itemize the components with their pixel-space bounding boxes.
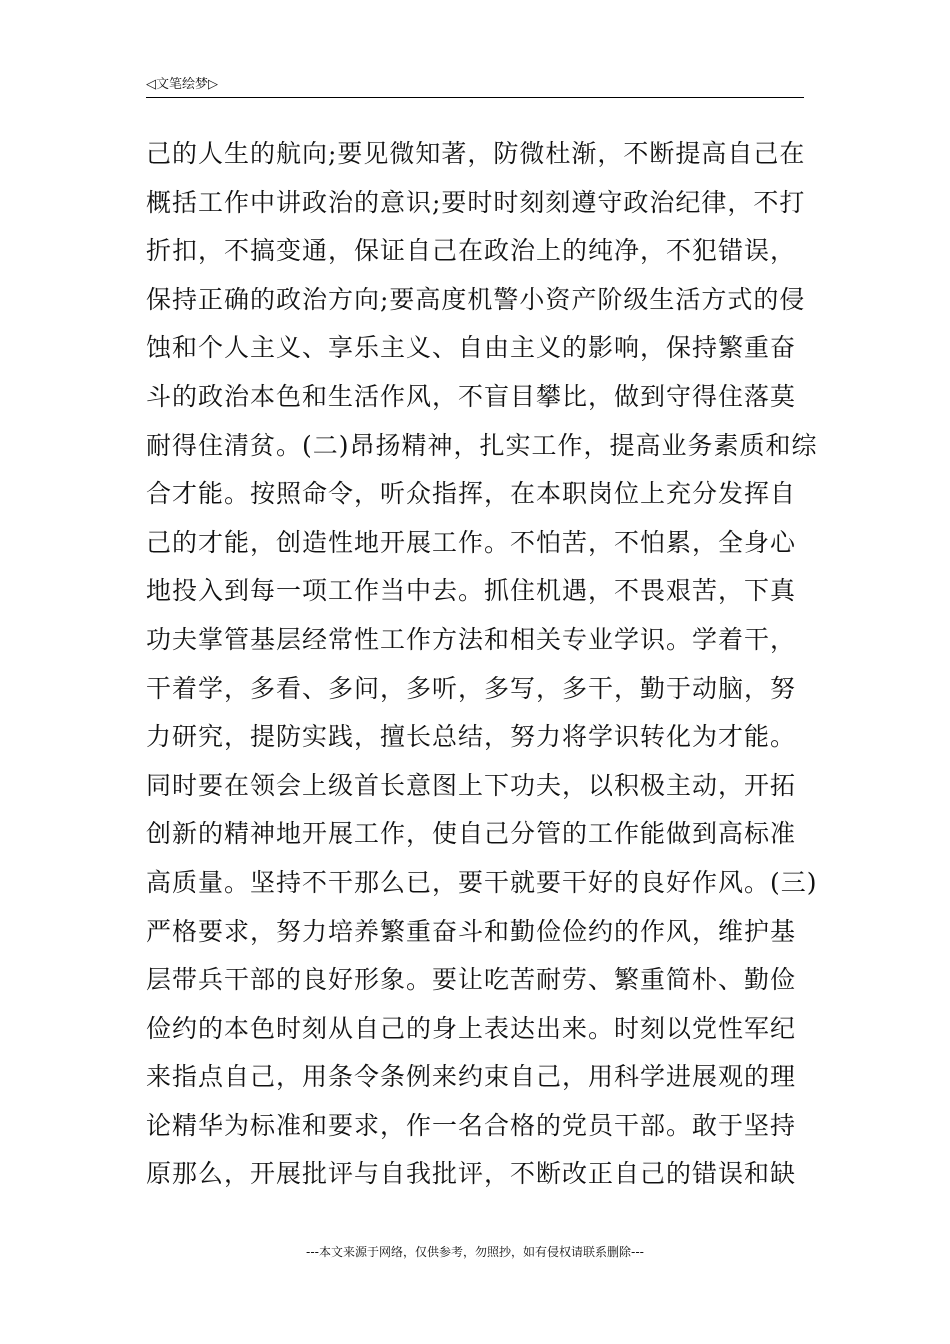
text-line: 概括工作中讲政治的意识;要时时刻刻遵守政治纪律，不打 bbox=[146, 187, 806, 217]
text-line: 地投入到每一项工作当中去。抓住机遇，不畏艰苦，下真 bbox=[146, 576, 797, 606]
body-text bbox=[146, 130, 818, 1199]
text-line: 论精华为标准和要求，作一名合格的党员干部。敢于坚持 bbox=[146, 1110, 797, 1140]
text-line: 原那么，开展批评与自我批评，不断改正自己的错误和缺 bbox=[146, 1159, 797, 1189]
header-divider bbox=[146, 97, 804, 98]
text-line: 来指点自己，用条令条例来约束自己，用科学进展观的理 bbox=[146, 1062, 797, 1092]
text-line: 斗的政治本色和生活作风，不盲目攀比，做到守得住落莫 bbox=[146, 381, 797, 411]
text-line: 蚀和个人主义、享乐主义、自由主义的影响，保持繁重奋 bbox=[146, 333, 797, 363]
text-line: 同时要在领会上级首长意图上下功夫，以积极主动，开拓 bbox=[146, 770, 797, 800]
text-line: 创新的精神地开展工作，使自己分管的工作能做到高标准 bbox=[146, 819, 797, 849]
text-line: 干着学，多看、多问，多听，多写，多干，勤于动脑，努 bbox=[146, 673, 797, 703]
text-line: 耐得住清贫。(二)昂扬精神，扎实工作，提高业务素质和综 bbox=[146, 430, 818, 460]
header-title: ◁文笔绘梦▷ bbox=[146, 77, 218, 92]
text-line: 层带兵干部的良好形象。要让吃苦耐劳、繁重简朴、勤俭 bbox=[146, 965, 797, 995]
text-line: 折扣，不搞变通，保证自己在政治上的纯净，不犯错误， bbox=[146, 236, 797, 266]
text-line: 己的才能，创造性地开展工作。不怕苦，不怕累，全身心 bbox=[146, 527, 797, 557]
footer-disclaimer: ---本文来源于网络，仅供参考，勿照抄，如有侵权请联系删除--- bbox=[306, 1245, 644, 1259]
text-line: 功夫掌管基层经常性工作方法和相关专业学识。学着干， bbox=[146, 624, 797, 654]
text-line: 严格要求，努力培养繁重奋斗和勤俭俭约的作风，维护基 bbox=[146, 916, 797, 946]
text-line: 合才能。按照命令，听众指挥，在本职岗位上充分发挥自 bbox=[146, 479, 797, 509]
text-line: 保持正确的政治方向;要高度机警小资产阶级生活方式的侵 bbox=[146, 284, 806, 314]
text-line: 俭约的本色时刻从自己的身上表达出来。时刻以党性军纪 bbox=[146, 1013, 797, 1043]
text-line: 己的人生的航向;要见微知著，防微杜渐，不断提高自己在 bbox=[146, 139, 806, 168]
text-line: 力研究，提防实践，擅长总结，努力将学识转化为才能。 bbox=[146, 722, 797, 752]
text-line: 高质量。坚持不干那么已，要干就要干好的良好作风。(三) bbox=[146, 867, 818, 897]
